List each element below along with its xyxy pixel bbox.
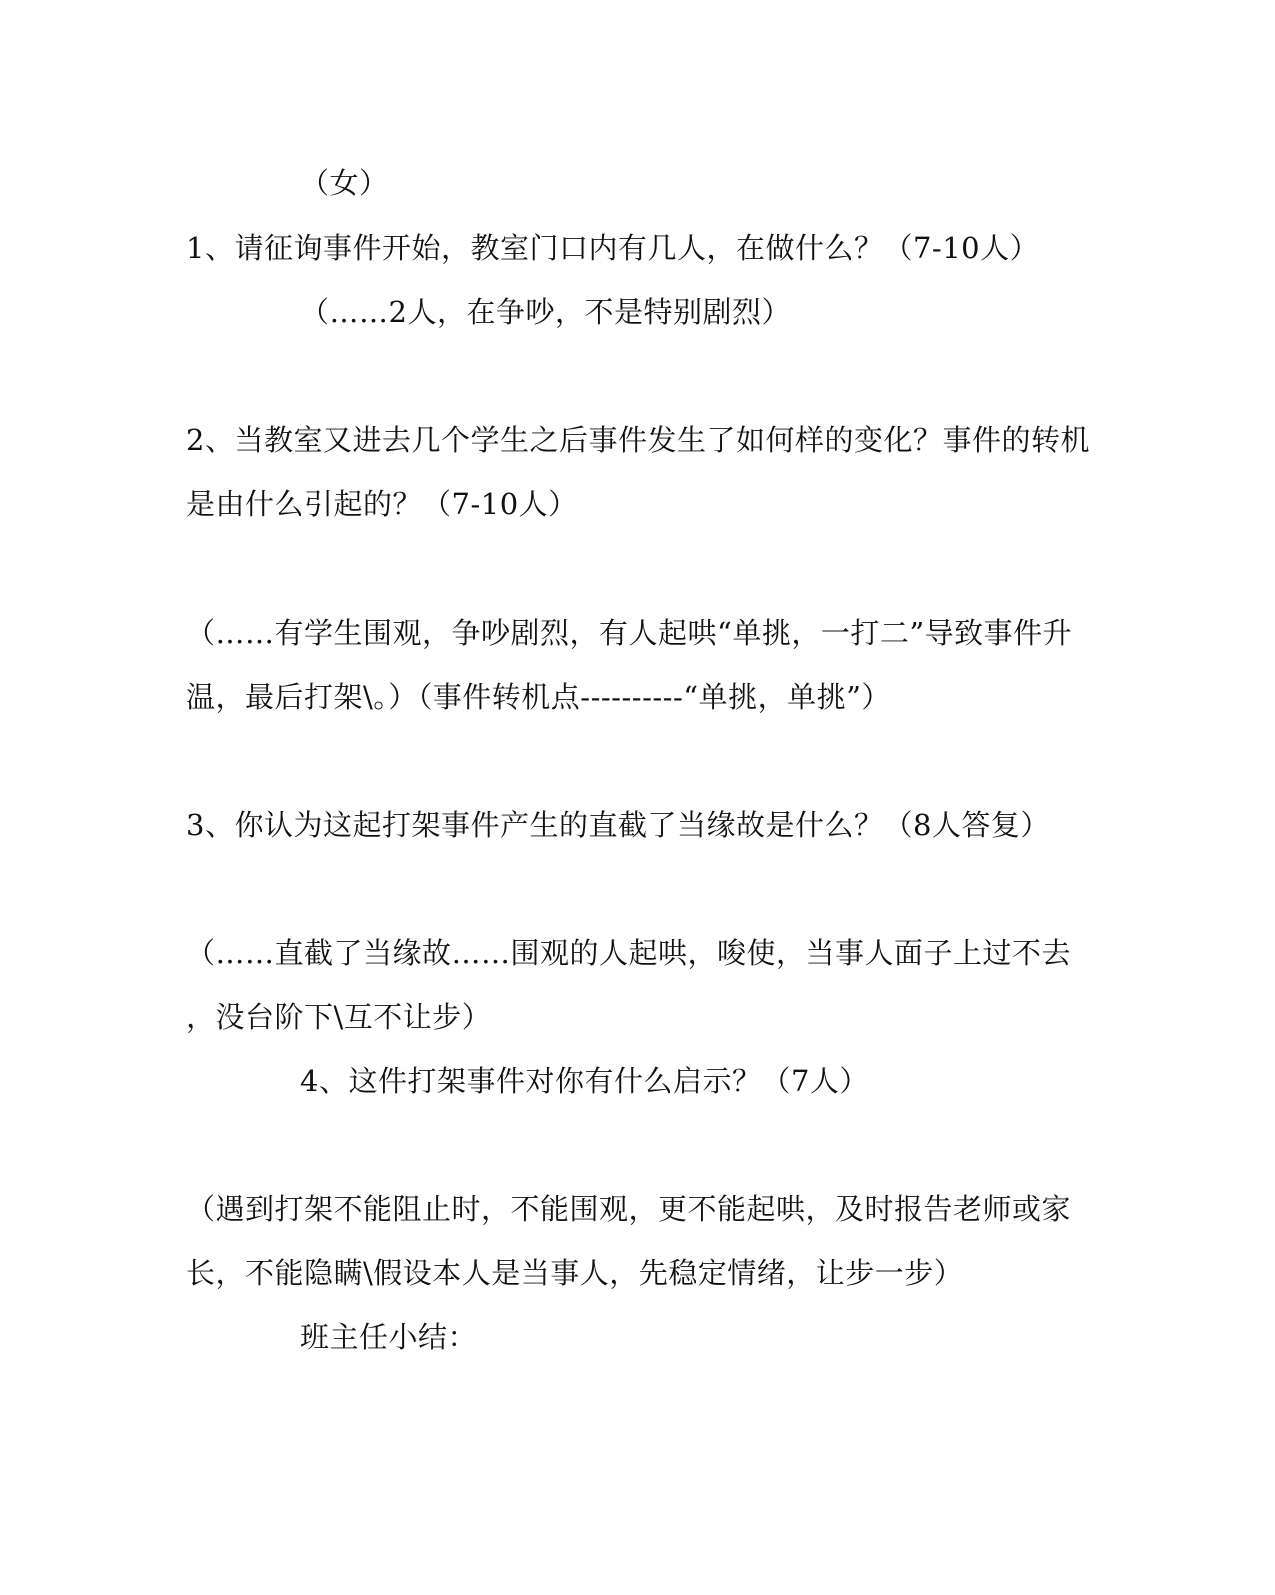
teacher-summary-heading: 班主任小结： [300, 1320, 478, 1354]
question-3: 3、你认为这起打架事件产生的直截了当缘故是什么？（8人答复） [186, 808, 1050, 842]
gender-note: （女） [300, 166, 389, 200]
answer-4-line-2: 长，不能隐瞒\假设本人是当事人，先稳定情绪，让步一步） [186, 1256, 964, 1290]
answer-3-line-2: ，没台阶下\互不让步） [186, 1000, 492, 1034]
question-2-line-1: 2、当教室又进去几个学生之后事件发生了如何样的变化？事件的转机 [186, 423, 1090, 457]
question-1: 1、请征询事件开始，教室门口内有几人，在做什么？（7-10人） [186, 231, 1040, 265]
answer-1: （……2人，在争吵，不是特别剧烈） [300, 295, 791, 329]
answer-2-line-2: 温，最后打架\。）（事件转机点----------“单挑，单挑”） [186, 680, 891, 714]
question-2-line-2: 是由什么引起的？（7-10人） [186, 487, 578, 521]
answer-2-line-1: （……有学生围观，争吵剧烈，有人起哄“单挑，一打二”导致事件升 [186, 616, 1073, 650]
answer-3-line-1: （……直截了当缘故……围观的人起哄，唆使，当事人面子上过不去 [186, 936, 1072, 970]
question-4: 4、这件打架事件对你有什么启示？（7人） [300, 1064, 869, 1098]
answer-4-line-1: （遇到打架不能阻止时，不能围观，更不能起哄，及时报告老师或家 [186, 1192, 1072, 1226]
